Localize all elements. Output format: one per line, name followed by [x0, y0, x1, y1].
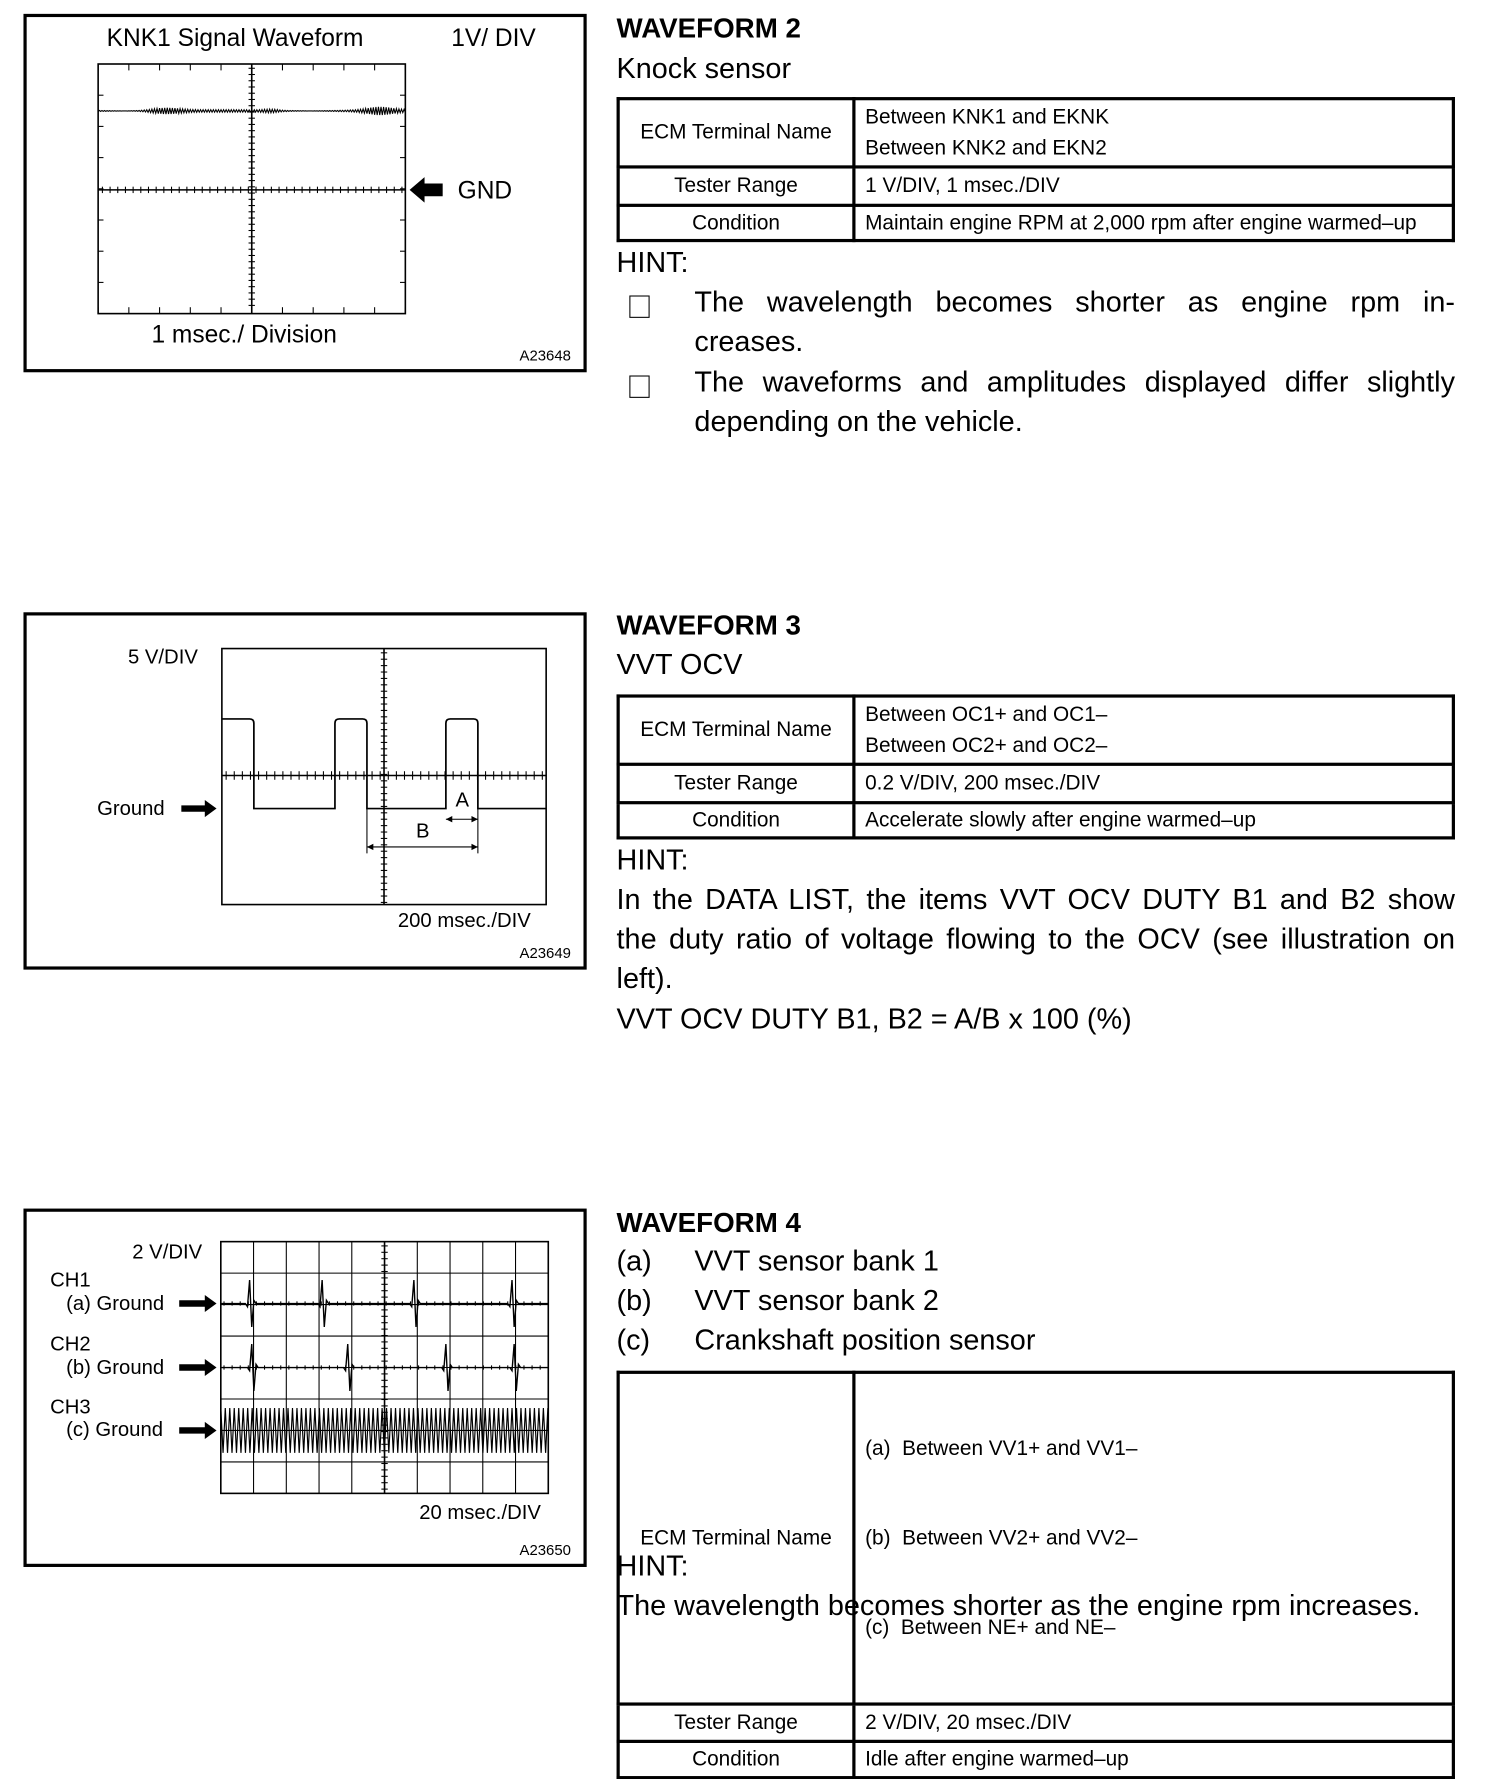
hint-line: In the DATA LIST, the items VVT OCV DUTY B1 and B2 show [616, 883, 1455, 916]
condition-label: Condition [618, 205, 854, 240]
ecm-terminal-value [854, 1372, 1453, 1704]
ch3-ground-arrow-icon [179, 1422, 216, 1439]
item-marker: (a) [616, 1244, 652, 1277]
hint-line: The waveforms and amplitudes displayed differ slightly [694, 365, 1455, 398]
gnd-label: GND [457, 176, 513, 204]
item-marker: (b) [616, 1284, 652, 1317]
tester-range-label: Tester Range [618, 167, 854, 205]
hint-line: the duty ratio of voltage flowing to the OCV (see illustration on [616, 922, 1455, 955]
duty-formula: VVT OCV DUTY B1, B2 = A/B x 100 (%) [616, 1002, 1132, 1035]
item-text: VVT sensor bank 2 [694, 1284, 939, 1317]
ch3-label: CH3 [50, 1396, 91, 1419]
section-heading: WAVEFORM 2 [616, 11, 801, 44]
tester-range-label: Tester Range [618, 764, 854, 802]
terminal-line: (c) Between NE+ and NE– [865, 1616, 1116, 1640]
volt-per-div-label: 2 V/DIV [132, 1241, 203, 1265]
ch1-ground-label: (a) Ground [66, 1292, 165, 1316]
hint-label: HINT: [616, 843, 689, 876]
ecm-terminal-label: ECM Terminal Name [618, 1372, 854, 1704]
time-per-div-label: 1 msec./ Division [151, 320, 337, 348]
terminal-line: (b) Between VV2+ and VV2– [865, 1526, 1138, 1550]
condition-value: Accelerate slowly after engine warmed–up [854, 803, 1453, 838]
condition-label: Condition [618, 1741, 854, 1777]
terminal-line: Between KNK1 and EKNK [865, 105, 1110, 129]
table-row [618, 1741, 1453, 1777]
ground-label: Ground [97, 797, 165, 821]
condition-value: Maintain engine RPM at 2,000 rpm after engine warmed–up [854, 205, 1453, 240]
terminal-line: (a) Between VV1+ and VV1– [865, 1436, 1138, 1461]
ecm-terminal-label: ECM Terminal Name [618, 99, 854, 167]
section-heading: WAVEFORM 4 [616, 1206, 801, 1239]
figure-code: A23648 [519, 346, 571, 364]
hint-line: The wavelength becomes shorter as engine rpm in- [694, 285, 1455, 318]
label-a: A [455, 789, 470, 812]
ch2-ground-arrow-icon [179, 1359, 216, 1376]
item-marker: (c) [616, 1323, 651, 1356]
section-subtitle: Knock sensor [616, 52, 792, 85]
ch1-ground-arrow-icon [179, 1295, 216, 1312]
hint-line: creases. [694, 325, 804, 358]
hint-line: left). [616, 962, 673, 995]
volt-per-div-label: 1V/ DIV [451, 23, 536, 52]
hint-line: depending on the vehicle. [694, 405, 1023, 438]
table-row [618, 1704, 1453, 1741]
section-subtitle: VVT OCV [616, 648, 743, 681]
ecm-terminal-label: ECM Terminal Name [618, 696, 854, 764]
terminal-line: Between OC2+ and OC2– [865, 733, 1108, 757]
terminal-line: Between OC1+ and OC1– [865, 702, 1108, 726]
hint-label: HINT: [616, 246, 689, 279]
ch3-ground-label: (c) Ground [66, 1418, 164, 1442]
section-heading: WAVEFORM 3 [616, 609, 801, 642]
spec-table [617, 1371, 1455, 1779]
tester-range-value: 2 V/DIV, 20 msec./DIV [854, 1704, 1453, 1741]
tester-range-label: Tester Range [618, 1704, 854, 1741]
label-b: B [416, 820, 430, 843]
condition-label: Condition [618, 803, 854, 838]
ch1-label: CH1 [50, 1269, 91, 1292]
condition-value: Idle after engine warmed–up [854, 1741, 1453, 1777]
time-per-div-label: 200 msec./DIV [397, 909, 531, 933]
figure-code: A23650 [519, 1541, 571, 1559]
ch2-label: CH2 [50, 1333, 91, 1356]
tester-range-value: 1 V/DIV, 1 msec./DIV [854, 167, 1453, 205]
figure-title: KNK1 Signal Waveform [106, 23, 364, 52]
tester-range-value: 0.2 V/DIV, 200 msec./DIV [854, 764, 1453, 802]
terminal-line: Between KNK2 and EKN2 [865, 136, 1107, 160]
hint-label: HINT: [616, 1549, 689, 1582]
item-text: Crankshaft position sensor [694, 1323, 1036, 1356]
volt-per-div-label: 5 V/DIV [128, 646, 198, 669]
hint-text: The wavelength becomes shorter as the engine rpm increases. [616, 1589, 1421, 1622]
ch2-ground-label: (b) Ground [66, 1356, 165, 1380]
time-per-div-label: 20 msec./DIV [419, 1501, 541, 1525]
figure-code: A23649 [519, 944, 571, 962]
item-text: VVT sensor bank 1 [694, 1244, 939, 1277]
table-row [618, 1372, 1453, 1704]
